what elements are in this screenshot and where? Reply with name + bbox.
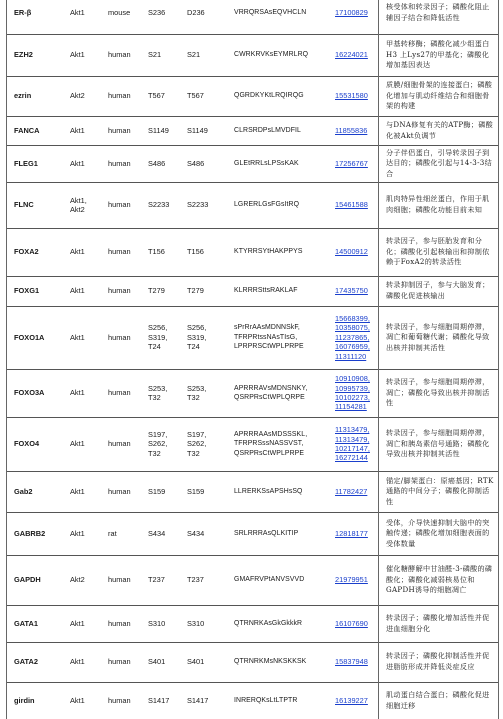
pubmed-id[interactable]: 15668399,	[335, 313, 370, 323]
ortholog-site-residue: S2233	[187, 200, 209, 210]
row-divider	[6, 471, 498, 472]
motif-sequence: LGRERLGsFGsItRQ	[234, 201, 300, 209]
kinase-name: Akt1	[70, 286, 85, 296]
row-divider	[6, 228, 498, 229]
protein-name: FLEG1	[14, 158, 38, 168]
pubmed-id[interactable]: 16139227	[335, 695, 368, 705]
function-description: 受体，介导快速抑制大脑中的突触传递；磷酸化增加细胞表面的受体数量	[386, 517, 490, 548]
function-description: 质膜/细胞骨架的连接蛋白；磷酸化增加与肌动纤维结合和细胞骨架的构建	[386, 80, 493, 111]
table-row	[6, 512, 498, 555]
row-divider	[6, 682, 498, 683]
row-divider	[6, 306, 498, 307]
column-divider	[378, 0, 379, 719]
motif-sequence: CLRSRDPsLMVDFIL	[234, 126, 301, 134]
species-name: human	[108, 200, 131, 210]
motif-sequence: VRRQRSAsEQVHCLN	[234, 9, 307, 17]
row-divider	[6, 417, 498, 418]
function-description: 转录因子；磷酸化抑制活性并促进脂肪形成并降低炎症反应	[386, 651, 490, 671]
protein-name: EZH2	[14, 50, 33, 60]
species-name: human	[108, 486, 131, 496]
site-residue: S310	[148, 618, 166, 628]
protein-name: GATA1	[14, 618, 38, 628]
column-divider	[6, 0, 7, 719]
pubmed-link[interactable]	[335, 512, 381, 555]
pubmed-id[interactable]: 11782427	[335, 486, 368, 496]
pubmed-link[interactable]	[335, 555, 381, 605]
pubmed-link[interactable]	[335, 605, 381, 642]
pubmed-link[interactable]	[335, 417, 381, 471]
pubmed-link[interactable]	[335, 642, 381, 682]
pubmed-link[interactable]	[335, 682, 381, 719]
pubmed-id[interactable]: 17100829	[335, 8, 368, 18]
site-residue: S236	[148, 8, 166, 18]
ortholog-site-residue: T237	[187, 575, 204, 585]
motif-sequence: APRRRAVsMDNSNKY, QSRPRsCtWPLQRPE	[234, 384, 308, 401]
table-row	[6, 369, 498, 417]
row-divider	[6, 642, 498, 643]
site-residue: S21	[148, 50, 162, 60]
row-divider	[6, 34, 498, 35]
table-row	[6, 682, 498, 719]
table-row	[6, 276, 498, 306]
site-residue: S253, T32	[148, 383, 168, 402]
pubmed-id[interactable]: 10217147,	[335, 444, 370, 453]
pubmed-link[interactable]	[335, 228, 381, 276]
kinase-name: Akt1	[70, 247, 85, 257]
function-description: 核受体和转录因子；磷酸化阻止辅因子结合和降低活性	[386, 2, 490, 22]
function-description: 转录因子，参与细胞周期停滞，凋亡和葡萄糖代谢；磷酸化导致出核并抑制其活性	[386, 321, 490, 352]
species-name: human	[108, 657, 131, 667]
site-residue: S1417	[148, 695, 170, 705]
column-divider	[498, 0, 499, 719]
protein-name: GAPDH	[14, 575, 41, 585]
motif-sequence: QTRNRKMsNKSKKSK	[234, 658, 307, 666]
pubmed-link[interactable]	[335, 116, 381, 145]
ortholog-site-residue: D236	[187, 8, 205, 18]
protein-name: FOXO3A	[14, 388, 45, 398]
row-divider	[6, 145, 498, 146]
table-row	[6, 605, 498, 642]
kinase-name: Akt1	[70, 657, 85, 667]
table-row	[6, 34, 498, 76]
function-description: 肌肉特异性细丝蛋白，作用于肌肉细胞；磷酸化功能目前未知	[386, 194, 490, 214]
pubmed-id[interactable]: 11313479,	[335, 434, 370, 444]
pubmed-link[interactable]	[335, 276, 381, 306]
species-name: mouse	[108, 8, 131, 18]
protein-name: FOXO4	[14, 439, 40, 449]
table-row	[6, 116, 498, 145]
function-description: 转录因子，参与细胞周期停滞，凋亡和胰岛素信号通路；磷酸化导致出核并抑制其活性	[386, 428, 490, 459]
kinase-name: Akt1	[70, 486, 85, 496]
site-residue: T567	[148, 91, 165, 101]
species-name: human	[108, 575, 131, 585]
motif-sequence: LLRERKSsAPSHsSQ	[234, 487, 303, 495]
ortholog-site-residue: S1149	[187, 125, 208, 135]
row-divider	[6, 276, 498, 277]
table-row	[6, 145, 498, 182]
site-residue: S159	[148, 486, 166, 496]
ortholog-site-residue: S310	[187, 618, 205, 628]
site-residue: S1149	[148, 125, 169, 135]
function-description: 催化糖酵解中甘油醛-3-磷酸的磷酸化；磷酸化减弱核易位和GAPDH诱导的细胞凋亡	[386, 564, 493, 595]
kinase-name: Akt1	[70, 528, 85, 538]
ortholog-site-residue: S253, T32	[187, 383, 207, 402]
motif-sequence: QTRNRKAsGkGkkkR	[234, 619, 303, 627]
pubmed-id[interactable]: 11237865,	[335, 332, 370, 342]
ortholog-site-residue: T156	[187, 247, 204, 257]
pubmed-id[interactable]: 17256767	[335, 158, 368, 168]
pubmed-id[interactable]: 21979951	[335, 575, 368, 585]
motif-sequence: APRRRAAsMDSSSKL, TFRPRSssNASSVST, QSRPRsCtWPLPRPE	[234, 430, 308, 457]
pubmed-link[interactable]	[335, 145, 381, 182]
table-row	[6, 0, 498, 34]
ortholog-site-residue: S486	[187, 158, 205, 168]
motif-sequence: sPrRrAAsMDNNSkF, TFRPRtssNAsTIsG, LPRPRSCtWPLPRPE	[234, 324, 304, 351]
motif-sequence: CWRKRVKsEYMRLRQ	[234, 51, 309, 59]
motif-sequence: SRLRRRAsQLKITIP	[234, 529, 299, 537]
site-residue: S486	[148, 158, 166, 168]
kinase-name: Akt1	[70, 439, 85, 449]
species-name: rat	[108, 528, 117, 538]
ortholog-site-residue: S159	[187, 486, 205, 496]
pubmed-id[interactable]: 15531580	[335, 91, 368, 101]
kinase-name: Akt1, Akt2	[70, 195, 87, 214]
row-divider	[6, 605, 498, 606]
ortholog-site-residue: S434	[187, 528, 205, 538]
pubmed-link[interactable]	[335, 369, 381, 417]
site-residue: T279	[148, 286, 165, 296]
function-description: 肌动蛋白结合蛋白；磷酸化促进细胞迁移	[386, 689, 490, 710]
function-description: 分子伴侣蛋白，引导转录因子到达目的；磷酸化引起与14-3-3结合	[386, 147, 492, 178]
row-divider	[6, 555, 498, 556]
pubmed-link[interactable]	[335, 182, 381, 228]
table-row	[6, 182, 498, 228]
protein-name: FOXA2	[14, 247, 39, 257]
kinase-name: Akt1	[70, 618, 85, 628]
row-divider	[6, 116, 498, 117]
kinase-name: Akt1	[70, 50, 85, 60]
pubmed-id[interactable]: 16224021	[335, 50, 368, 60]
motif-sequence: INRERQKsLtLTPTR	[234, 696, 298, 704]
function-description: 转录抑制因子，参与大脑发育；磷酸化促进核输出	[386, 280, 490, 300]
motif-sequence: GLEtRRLsLPSsKAK	[234, 159, 299, 167]
kinase-name: Akt2	[70, 575, 85, 585]
kinase-name: Akt2	[70, 91, 85, 101]
protein-name: FANCA	[14, 125, 40, 135]
row-divider	[6, 182, 498, 183]
pubmed-id[interactable]: 17435750	[335, 286, 368, 296]
species-name: human	[108, 439, 131, 449]
ortholog-site-residue: T279	[187, 286, 204, 296]
site-residue: S2233	[148, 200, 170, 210]
motif-sequence: GMAFRVPtANVSVVD	[234, 576, 305, 584]
species-name: human	[108, 50, 131, 60]
ortholog-site-residue: S256, S319, T24	[187, 323, 207, 352]
protein-name: GATA2	[14, 657, 38, 667]
ortholog-site-residue: T567	[187, 91, 204, 101]
protein-name: FOXO1A	[14, 332, 45, 342]
protein-name: ezrin	[14, 91, 32, 101]
pubmed-link[interactable]	[335, 0, 381, 34]
protein-name: Gab2	[14, 486, 33, 496]
pubmed-id[interactable]: 16107690	[335, 618, 368, 628]
function-description: 转录因子；磷酸化增加活性并促进血细胞分化	[386, 612, 490, 633]
function-description: 锚定/脚架蛋白：原癌基因；RTK通路的中间分子；磷酸化抑制活性	[386, 475, 494, 506]
species-name: human	[108, 247, 131, 257]
pubmed-id[interactable]: 16076959,	[335, 342, 370, 352]
species-name: human	[108, 388, 131, 398]
table-row	[6, 471, 498, 512]
table-row	[6, 228, 498, 276]
pubmed-id[interactable]: 11154281	[335, 402, 367, 412]
pubmed-id[interactable]: 10102273,	[335, 393, 370, 402]
pubmed-id[interactable]: 14500912	[335, 247, 368, 257]
table-row	[6, 642, 498, 682]
table-row	[6, 76, 498, 116]
motif-sequence: QGRDKYKtLRQIRQG	[234, 92, 304, 100]
species-name: human	[108, 618, 131, 628]
site-residue: S256, S319, T24	[148, 323, 168, 352]
site-residue: S197, S262, T32	[148, 429, 168, 458]
pubmed-link[interactable]	[335, 471, 381, 512]
protein-name: girdin	[14, 695, 35, 705]
site-residue: T156	[148, 247, 165, 257]
function-description: 转录因子，参与细胞周期停滞，凋亡；磷酸化导致出核并抑制活性	[386, 377, 490, 408]
protein-name: GABRB2	[14, 528, 46, 538]
site-residue: T237	[148, 575, 165, 585]
motif-sequence: KTYRRSYtHAKPPYS	[234, 248, 303, 256]
pubmed-id[interactable]: 16272144	[335, 453, 368, 463]
kinase-name: Akt1	[70, 8, 85, 18]
pubmed-link[interactable]	[335, 34, 381, 76]
function-description: 与DNA修复有关的ATP酶；磷酸化被Akt负调节	[386, 119, 493, 140]
species-name: human	[108, 125, 131, 135]
ortholog-site-residue: S197, S262, T32	[187, 429, 207, 458]
species-name: human	[108, 332, 131, 342]
species-name: human	[108, 695, 131, 705]
protein-name: FLNC	[14, 200, 34, 210]
row-divider	[6, 512, 498, 513]
protein-name: ER-β	[14, 8, 32, 18]
pubmed-id[interactable]: 10995739,	[335, 383, 370, 393]
function-description: 甲基转移酶；磷酸化减少组蛋白H3 上Lys27的甲基化；磷酸化增加基因表达	[386, 39, 490, 70]
ortholog-site-residue: S21	[187, 50, 201, 60]
kinase-name: Akt1	[70, 125, 85, 135]
pubmed-id[interactable]: 11311120	[335, 351, 367, 361]
motif-sequence: KLRRRSttsRAKLAF	[234, 287, 298, 295]
function-description: 转录因子，参与胚胎发育和分化；磷酸化引起核输出和抑制依赖于FoxA2的转录活性	[386, 236, 490, 267]
pubmed-link[interactable]	[335, 76, 381, 116]
pubmed-id[interactable]: 11313479,	[335, 425, 370, 435]
ortholog-site-residue: S1417	[187, 695, 209, 705]
kinase-name: Akt1	[70, 388, 85, 398]
pubmed-id[interactable]: 10358075,	[335, 323, 370, 333]
kinase-name: Akt1	[70, 695, 85, 705]
kinase-name: Akt1	[70, 158, 85, 168]
species-name: human	[108, 286, 131, 296]
pubmed-id[interactable]: 11855836	[335, 125, 368, 135]
site-residue: S434	[148, 528, 166, 538]
row-divider	[6, 76, 498, 77]
protein-name: FOXG1	[14, 286, 40, 296]
pubmed-link[interactable]	[335, 306, 381, 369]
ortholog-site-residue: S401	[187, 657, 205, 667]
species-name: human	[108, 158, 131, 168]
row-divider	[6, 369, 498, 370]
pubmed-id[interactable]: 10910908,	[335, 374, 370, 384]
table-row	[6, 306, 498, 369]
pubmed-id[interactable]: 12818177	[335, 528, 368, 538]
table-row	[6, 417, 498, 471]
kinase-name: Akt1	[70, 332, 85, 342]
site-residue: S401	[148, 657, 166, 667]
table-row	[6, 555, 498, 605]
species-name: human	[108, 91, 131, 101]
pubmed-id[interactable]: 15461588	[335, 200, 368, 210]
pubmed-id[interactable]: 15837948	[335, 657, 368, 667]
